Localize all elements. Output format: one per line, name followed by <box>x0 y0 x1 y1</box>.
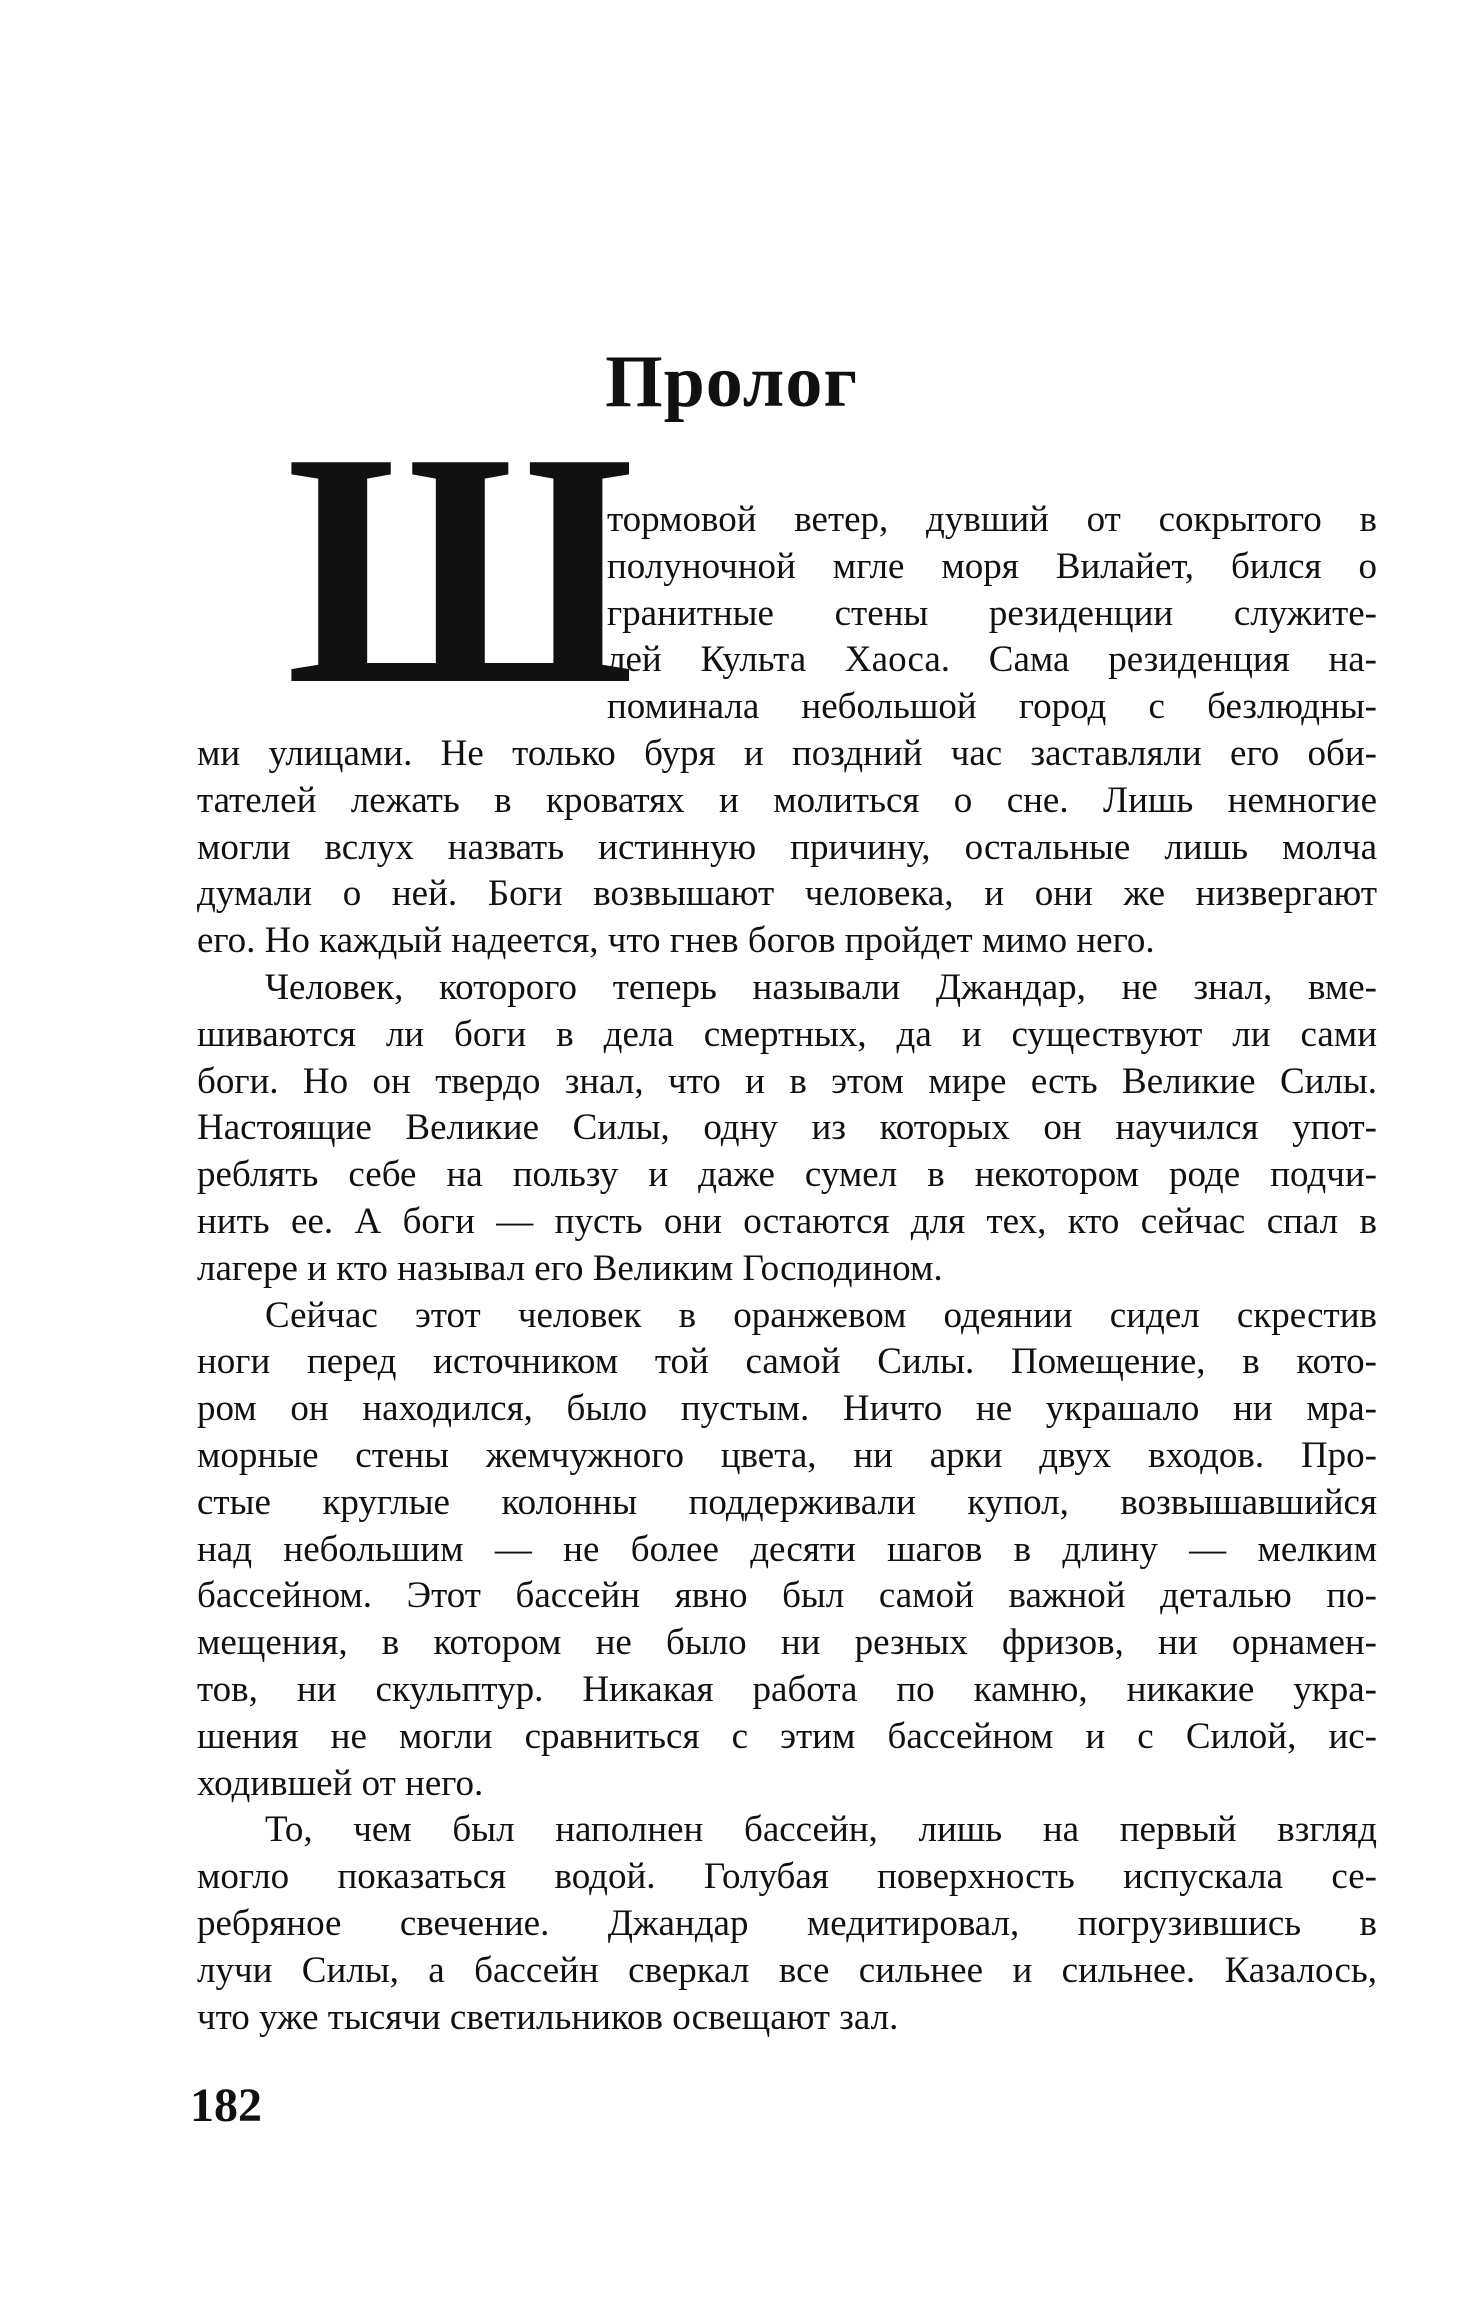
text-line: его. Но каждый надеется, что гнев богов пройдет мимо него. <box>197 920 1155 962</box>
drop-cap: Ш <box>286 384 635 754</box>
text-line: тателей лежать в кроватях и молиться о сне. Лишь немногие <box>197 779 1377 821</box>
text-line: ходившей от него. <box>197 1762 484 1804</box>
text-line: Сейчас этот человек в оранжевом одеянии сидел скрестив <box>265 1294 1377 1336</box>
paragraph <box>197 1293 1377 1808</box>
text-line: думали о ней. Боги возвышают человека, и они же низвергают <box>197 873 1377 915</box>
text-line: То, чем был наполнен бассейн, лишь на первый взгляд <box>265 1809 1377 1851</box>
text-line: тов, ни скульптур. Никакая работа по камню, никакие укра- <box>197 1668 1377 1710</box>
text-line: тормовой ветер, дувший от сокрытого в <box>607 499 1377 540</box>
text-line: шиваются ли боги в дела смертных, да и существуют ли сами <box>197 1013 1377 1055</box>
text-line: Человек, которого теперь называли Джандар, не знал, вме- <box>265 966 1377 1008</box>
text-line: что уже тысячи светильников освещают зал. <box>197 1996 899 2038</box>
text-line: лей Культа Хаоса. Сама резиденция на- <box>607 639 1377 681</box>
text-line: могло показаться водой. Голубая поверхность испускала се- <box>197 1856 1377 1898</box>
text-line: нить ее. А боги — пусть они остаются для тех, кто сейчас спал в <box>197 1200 1377 1242</box>
text-line: морные стены жемчужного цвета, ни арки двух входов. Про- <box>197 1434 1377 1476</box>
text-line: полуночной мгле моря Вилайет, бился о <box>607 545 1377 587</box>
text-line: лучи Силы, а бассейн сверкал все сильнее и сильнее. Казалось, <box>197 1949 1377 1991</box>
text-line: ми улицами. Не только буря и поздний час заставляли его оби- <box>197 732 1377 774</box>
text-line: мещения, в котором не было ни резных фризов, ни орнамен- <box>197 1622 1377 1664</box>
text-line: ребряное свечение. Джандар медитировал, погрузившись в <box>197 1902 1377 1944</box>
text-line: Настоящие Великие Силы, одну из которых он научился упот- <box>197 1107 1377 1149</box>
text-line: могли вслух назвать истинную причину, остальные лишь молча <box>197 826 1377 868</box>
text-line: гранитные стены резиденции служите- <box>607 592 1377 634</box>
text-line: ром он находился, было пустым. Ничто не украшало ни мра- <box>197 1388 1377 1430</box>
paragraph <box>197 965 1377 1293</box>
chapter-title: Пролог <box>605 341 858 423</box>
text-line: лагере и кто называл его Великим Господином. <box>197 1247 943 1289</box>
text-line: ноги перед источником той самой Силы. Помещение, в кото- <box>197 1341 1377 1383</box>
paragraph <box>197 497 1377 965</box>
text-line: поминала небольшой город с безлюдны- <box>607 686 1377 728</box>
text-line: шения не могли сравниться с этим бассейном и с Силой, ис- <box>197 1715 1377 1757</box>
paragraph <box>197 1807 1377 2041</box>
text-line: над небольшим — не более десяти шагов в длину — мелким <box>197 1528 1377 1570</box>
page-number: 182 <box>190 2079 262 2132</box>
text-line: боги. Но он твердо знал, что и в этом мире есть Великие Силы. <box>197 1060 1377 1102</box>
body-text <box>197 497 1377 2041</box>
text-line: стые круглые колонны поддерживали купол, возвышавшийся <box>197 1481 1377 1523</box>
text-line: бассейном. Этот бассейн явно был самой важной деталью по- <box>197 1575 1377 1617</box>
text-line: реблять себе на пользу и даже сумел в некотором роде подчи- <box>197 1154 1377 1196</box>
